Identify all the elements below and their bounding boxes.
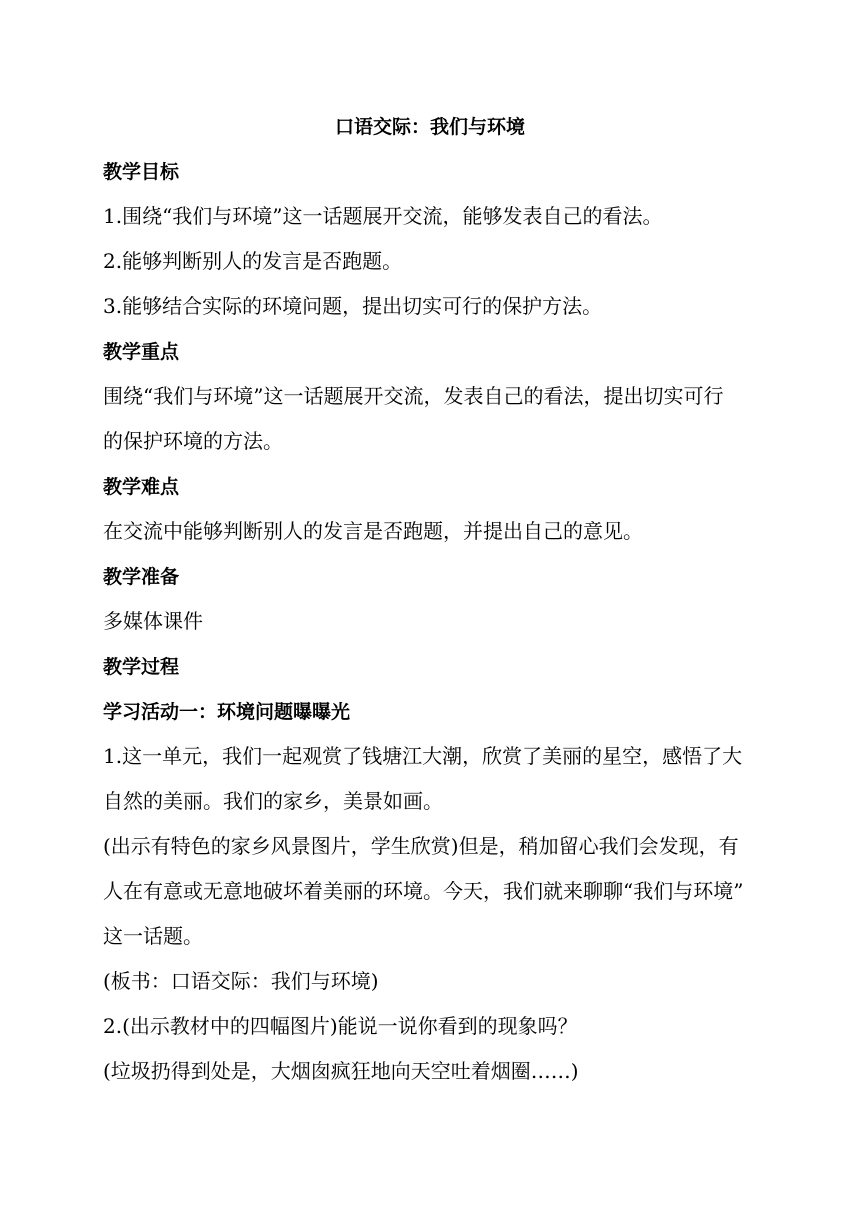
goal-2: 2.能够判断别人的发言是否跑题。 (103, 249, 403, 273)
prep-text: 多媒体课件 (103, 609, 203, 633)
focus-heading: 教学重点 (103, 341, 180, 363)
paragraph-2-line-2: 人在有意或无意地破坏着美丽的环境。今天，我们就来聊聊“我们与环境” (103, 879, 744, 903)
goal-1: 1.围绕“我们与环境”这一话题展开交流，能够发表自己的看法。 (103, 204, 663, 228)
goal-3: 3.能够结合实际的环境问题，提出切实可行的保护方法。 (103, 294, 603, 318)
difficulty-heading: 教学难点 (103, 476, 180, 498)
prep-heading: 教学准备 (103, 566, 180, 588)
activity-1-heading: 学习活动一：环境问题曝曝光 (103, 701, 351, 723)
document-title: 口语交际：我们与环境 (334, 116, 525, 138)
question-2: 2.(出示教材中的四幅图片)能说一说你看到的现象吗？ (103, 1014, 578, 1038)
paragraph-1-line-2: 自然的美丽。我们的家乡，美景如画。 (103, 789, 443, 813)
question-2-answer: (垃圾扔得到处是，大烟囱疯狂地向天空吐着烟圈……) (103, 1059, 579, 1083)
goals-heading: 教学目标 (103, 161, 180, 183)
focus-line-1: 围绕“我们与环境”这一话题展开交流，发表自己的看法，提出切实可行 (103, 384, 724, 408)
paragraph-2-line-1: (出示有特色的家乡风景图片，学生欣赏)但是，稍加留心我们会发现，有 (103, 834, 739, 858)
board-note: (板书：口语交际：我们与环境) (103, 969, 379, 993)
paragraph-2-line-3: 这一话题。 (103, 924, 203, 948)
paragraph-1-line-1: 1.这一单元，我们一起观赏了钱塘江大潮，欣赏了美丽的星空，感悟了大 (103, 744, 743, 768)
process-heading: 教学过程 (103, 656, 180, 678)
focus-line-2: 的保护环境的方法。 (103, 429, 283, 453)
difficulty-text: 在交流中能够判断别人的发言是否跑题，并提出自己的意见。 (103, 519, 643, 543)
